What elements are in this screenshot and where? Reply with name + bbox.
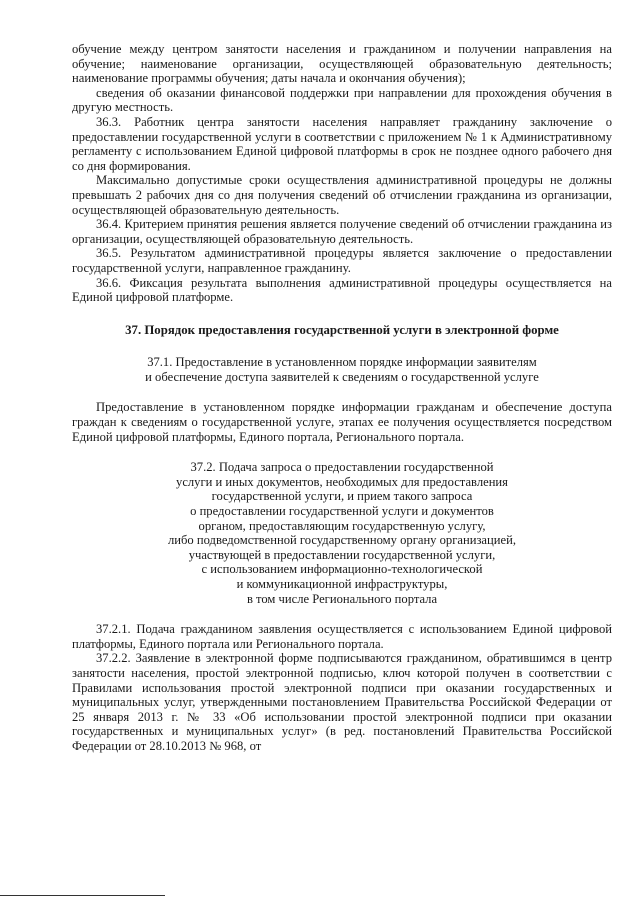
- paragraph-36-6: 36.6. Фиксация результата выполнения административной процедуры осуществляется на Единой цифровой платформе.: [72, 275, 612, 305]
- subheading-line: 37.2. Подача запроса о предоставлении государственной: [190, 460, 494, 475]
- paragraph-training-details: обучение между центром занятости населения и гражданином и получении направления на обучение; наименование организации, осуществляющей образовательную деятельность; наименование программы обучения; даты начала и окончания обучения);: [72, 42, 612, 86]
- subheading-line: 37.1. Предоставление в установленном порядке информации заявителям: [147, 355, 537, 370]
- paragraph-financial-support: сведения об оказании финансовой поддержки при направлении для прохождения обучения в другую местность.: [72, 85, 612, 115]
- subheading-37-1: [112, 355, 572, 384]
- document-page: [72, 42, 612, 754]
- paragraph-36-4: 36.4. Критерием принятия решения является получение сведений об отчислении гражданина из организации, осуществляющей образовательную деятельность.: [72, 217, 612, 246]
- subheading-line: либо подведомственной государственному органу организацией,: [168, 533, 516, 548]
- subheading-37-2: [112, 460, 572, 606]
- paragraph-37-1: Предоставление в установленном порядке информации гражданам и обеспечение доступа граждан к сведениям о государственной услуге, этапах ее получения осуществляется посредством Единой цифровой платформы, Единого портала, Регионального портала.: [72, 400, 612, 444]
- subheading-line: и обеспечение доступа заявителей к сведениям о государственной услуге: [145, 369, 539, 384]
- subheading-line: в том числе Регионального портала: [246, 591, 438, 606]
- subheading-line: и коммуникационной инфраструктуры,: [236, 577, 448, 591]
- paragraph-37-2-1: 37.2.1. Подача гражданином заявления осуществляется с использованием Единой цифровой платформы, Единого портала или Регионального портала.: [72, 622, 612, 651]
- subheading-line: органом, предоставляющим государственную услугу,: [198, 518, 486, 533]
- section-heading-37: 37. Порядок предоставления государственной услуги в электронной форме: [125, 322, 559, 337]
- paragraph-max-terms: Максимально допустимые сроки осуществления административной процедуры не должны превышать 2 рабочих дня со дня получения сведений об отчислении гражданина из организации, осуществляющей образовательную деятельность.: [72, 173, 612, 217]
- paragraph-36-3: 36.3. Работник центра занятости населения направляет гражданину заключение о предоставлении государственной услуги в соответствии с приложением № 1 к Административному регламенту с использованием Единой цифровой платформы в срок не позднее одного рабочего дня со дня формирования.: [72, 114, 612, 173]
- footnote-divider: [0, 895, 165, 896]
- paragraph-37-2-2: 37.2.2. Заявление в электронной форме подписываются гражданином, обратившимся в центр занятости населения, простой электронной подписью, ключ которой получен в соответствии с Правилами использования простой электронной подписи при оказании государственных и муниципальных услуг, утвержденными постановлением Правительства Российской Федерации от 25 января 2013 г. № 33 «Об использовании простой электронной подписи при оказании государственных и муниципальных услуг» (в ред. постановлений Правительства Российской Федерации от 28.10.2013 № 968, от: [72, 651, 612, 753]
- paragraph-36-5: 36.5. Результатом административной процедуры является заключение о предоставлении государственной услуги, направленное гражданину.: [72, 246, 612, 275]
- subheading-line: участвующей в предоставлении государственной услуги,: [188, 547, 496, 562]
- subheading-line: с использованием информационно-технологической: [201, 562, 483, 577]
- subheading-line: услуги и иных документов, необходимых для предоставления: [176, 474, 508, 489]
- subheading-line: государственной услуги, и прием такого запроса: [211, 489, 473, 504]
- subheading-line: о предоставлении государственной услуги и документов: [190, 504, 494, 519]
